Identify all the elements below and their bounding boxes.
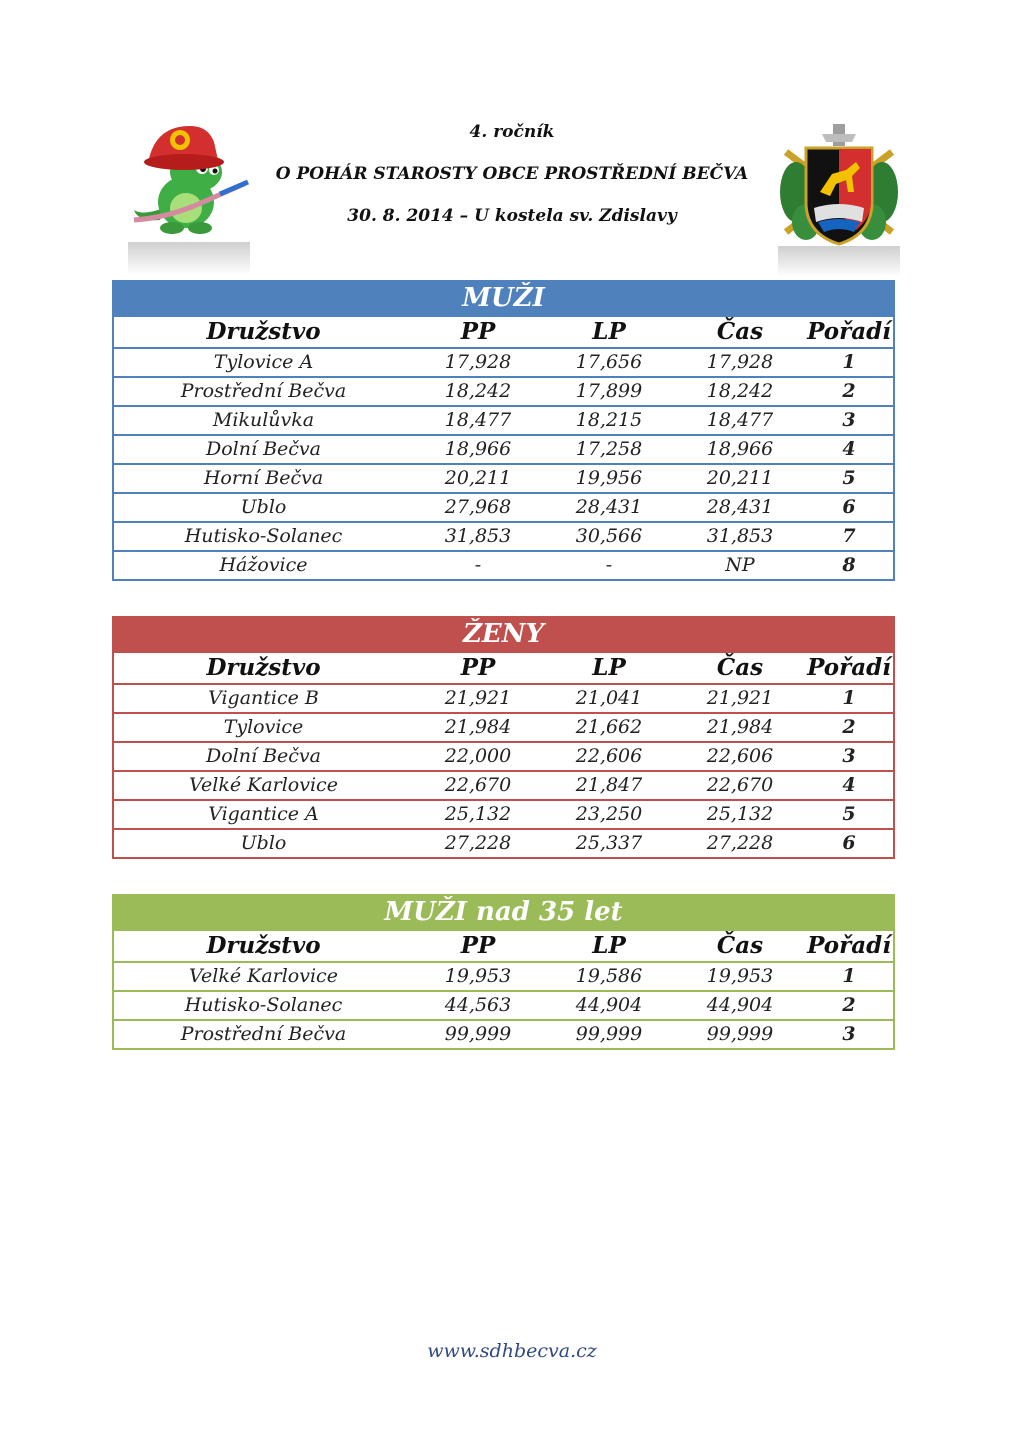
- rank-cell: 3: [805, 742, 894, 771]
- rank-cell: 1: [805, 348, 894, 377]
- column-header-rank: Pořadí: [805, 930, 894, 962]
- column-header-time: Čas: [675, 316, 805, 348]
- table-row: [113, 435, 894, 464]
- rank-cell: 5: [805, 464, 894, 493]
- edition-label: 4. ročník: [469, 122, 555, 142]
- column-header-team: Družstvo: [113, 316, 413, 348]
- lp-cell: 28,431: [543, 493, 675, 522]
- team-cell: Velké Karlovice: [113, 771, 413, 800]
- table-row: [113, 377, 894, 406]
- pp-cell: 21,984: [413, 713, 543, 742]
- pp-cell: 19,953: [413, 962, 543, 991]
- pp-cell: 18,966: [413, 435, 543, 464]
- lp-cell: 17,656: [543, 348, 675, 377]
- pp-cell: 22,670: [413, 771, 543, 800]
- lp-cell: -: [543, 551, 675, 580]
- lp-cell: 19,586: [543, 962, 675, 991]
- column-header-time: Čas: [675, 930, 805, 962]
- pp-cell: 27,968: [413, 493, 543, 522]
- table-row: [113, 1020, 894, 1049]
- pp-cell: 18,242: [413, 377, 543, 406]
- results-table-women: [112, 616, 895, 859]
- team-cell: Vigantice B: [113, 684, 413, 713]
- lp-cell: 21,847: [543, 771, 675, 800]
- rank-cell: 3: [805, 406, 894, 435]
- rank-cell: 2: [805, 377, 894, 406]
- team-cell: Vigantice A: [113, 800, 413, 829]
- time-cell: 31,853: [675, 522, 805, 551]
- table-body: [113, 684, 894, 858]
- rank-cell: 6: [805, 493, 894, 522]
- table-row: [113, 551, 894, 580]
- lp-cell: 17,899: [543, 377, 675, 406]
- pp-cell: 22,000: [413, 742, 543, 771]
- lp-cell: 25,337: [543, 829, 675, 858]
- lp-cell: 44,904: [543, 991, 675, 1020]
- rank-cell: 4: [805, 435, 894, 464]
- column-header-lp: LP: [543, 316, 675, 348]
- team-cell: Tylovice A: [113, 348, 413, 377]
- lp-cell: 19,956: [543, 464, 675, 493]
- column-header-team: Družstvo: [113, 652, 413, 684]
- table-row: [113, 348, 894, 377]
- team-cell: Tylovice: [113, 713, 413, 742]
- table-body: [113, 962, 894, 1049]
- rank-cell: 8: [805, 551, 894, 580]
- lp-cell: 22,606: [543, 742, 675, 771]
- column-header-time: Čas: [675, 652, 805, 684]
- firefighter-emblem-icon: [776, 122, 902, 277]
- table-row: [113, 800, 894, 829]
- pp-cell: -: [413, 551, 543, 580]
- rank-cell: 1: [805, 962, 894, 991]
- column-header-rank: Pořadí: [805, 652, 894, 684]
- pp-cell: 99,999: [413, 1020, 543, 1049]
- pp-cell: 27,228: [413, 829, 543, 858]
- rank-cell: 2: [805, 713, 894, 742]
- results-table-men: [112, 280, 895, 581]
- lp-cell: 21,662: [543, 713, 675, 742]
- column-header-team: Družstvo: [113, 930, 413, 962]
- team-cell: Ublo: [113, 829, 413, 858]
- time-cell: 18,477: [675, 406, 805, 435]
- pp-cell: 20,211: [413, 464, 543, 493]
- lp-cell: 23,250: [543, 800, 675, 829]
- table-row: [113, 493, 894, 522]
- rank-cell: 3: [805, 1020, 894, 1049]
- time-cell: 27,228: [675, 829, 805, 858]
- results-table-men-over-35: [112, 894, 895, 1050]
- rank-cell: 7: [805, 522, 894, 551]
- website-link[interactable]: www.sdhbecva.cz: [427, 1340, 597, 1362]
- time-cell: 22,670: [675, 771, 805, 800]
- time-cell: 25,132: [675, 800, 805, 829]
- time-cell: 18,242: [675, 377, 805, 406]
- lp-cell: 17,258: [543, 435, 675, 464]
- table-row: [113, 771, 894, 800]
- category-title: ŽENY: [113, 617, 894, 652]
- column-header-rank: Pořadí: [805, 316, 894, 348]
- rank-cell: 2: [805, 991, 894, 1020]
- time-cell: 21,984: [675, 713, 805, 742]
- time-cell: 17,928: [675, 348, 805, 377]
- pp-cell: 18,477: [413, 406, 543, 435]
- dragon-firefighter-mascot-icon: [124, 120, 252, 275]
- column-header-pp: PP: [413, 652, 543, 684]
- lp-cell: 21,041: [543, 684, 675, 713]
- pp-cell: 31,853: [413, 522, 543, 551]
- time-cell: 18,966: [675, 435, 805, 464]
- time-cell: 20,211: [675, 464, 805, 493]
- pp-cell: 17,928: [413, 348, 543, 377]
- team-cell: Dolní Bečva: [113, 435, 413, 464]
- time-cell: 44,904: [675, 991, 805, 1020]
- time-cell: 21,921: [675, 684, 805, 713]
- lp-cell: 30,566: [543, 522, 675, 551]
- time-cell: NP: [675, 551, 805, 580]
- column-header-lp: LP: [543, 930, 675, 962]
- team-cell: Prostřední Bečva: [113, 1020, 413, 1049]
- rank-cell: 6: [805, 829, 894, 858]
- table-row: [113, 522, 894, 551]
- lp-cell: 18,215: [543, 406, 675, 435]
- team-cell: Velké Karlovice: [113, 962, 413, 991]
- time-cell: 19,953: [675, 962, 805, 991]
- team-cell: Prostřední Bečva: [113, 377, 413, 406]
- table-row: [113, 991, 894, 1020]
- team-cell: Dolní Bečva: [113, 742, 413, 771]
- table-body: [113, 348, 894, 580]
- column-header-pp: PP: [413, 316, 543, 348]
- team-cell: Horní Bečva: [113, 464, 413, 493]
- team-cell: Mikulůvka: [113, 406, 413, 435]
- pp-cell: 21,921: [413, 684, 543, 713]
- team-cell: Hážovice: [113, 551, 413, 580]
- pp-cell: 44,563: [413, 991, 543, 1020]
- table-row: [113, 829, 894, 858]
- rank-cell: 4: [805, 771, 894, 800]
- category-title: MUŽI nad 35 let: [113, 895, 894, 930]
- table-row: [113, 742, 894, 771]
- time-cell: 28,431: [675, 493, 805, 522]
- time-cell: 22,606: [675, 742, 805, 771]
- table-row: [113, 713, 894, 742]
- rank-cell: 5: [805, 800, 894, 829]
- table-row: [113, 684, 894, 713]
- team-cell: Hutisko-Solanec: [113, 991, 413, 1020]
- table-row: [113, 406, 894, 435]
- table-row: [113, 962, 894, 991]
- table-row: [113, 464, 894, 493]
- team-cell: Ublo: [113, 493, 413, 522]
- time-cell: 99,999: [675, 1020, 805, 1049]
- lp-cell: 99,999: [543, 1020, 675, 1049]
- category-title: MUŽI: [113, 281, 894, 316]
- team-cell: Hutisko-Solanec: [113, 522, 413, 551]
- column-header-pp: PP: [413, 930, 543, 962]
- column-header-lp: LP: [543, 652, 675, 684]
- pp-cell: 25,132: [413, 800, 543, 829]
- date-place-label: 30. 8. 2014 – U kostela sv. Zdislavy: [347, 206, 677, 226]
- rank-cell: 1: [805, 684, 894, 713]
- competition-title: O POHÁR STAROSTY OBCE PROSTŘEDNÍ BEČVA: [275, 164, 749, 184]
